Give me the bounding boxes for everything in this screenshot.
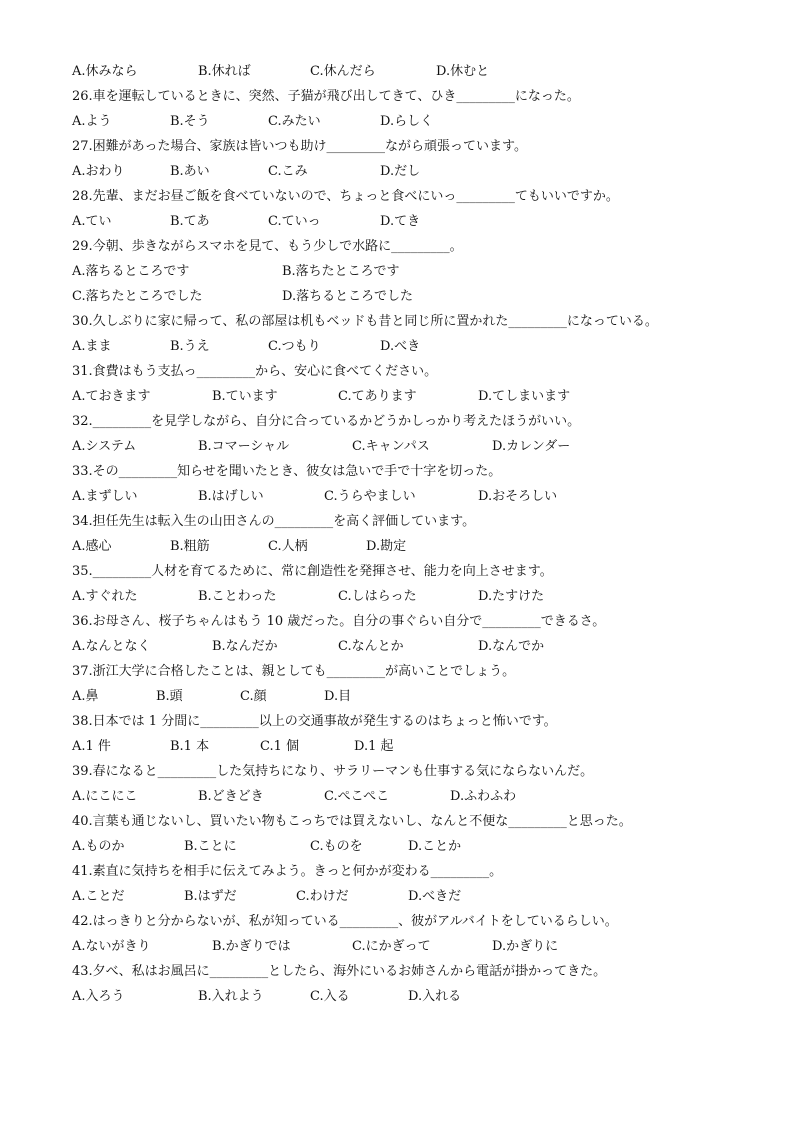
option-b: B.どきどき <box>198 789 264 804</box>
option-c: C.1 個 <box>260 739 300 754</box>
question-text: 30.久しぶりに家に帰って、私の部屋は机もベッドも昔と同じ所に置かれた_________になっている。 <box>72 314 658 329</box>
option-d: D.なんでか <box>478 639 545 654</box>
option-c: C.入る <box>310 989 350 1004</box>
option-a: A.ないがきり <box>72 939 151 954</box>
option-b: B.休れば <box>198 64 251 79</box>
option-d: D.休むと <box>436 64 490 79</box>
option-c: C.うらやましい <box>324 489 416 504</box>
option-c: C.休んだら <box>310 64 376 79</box>
option-a: A.休みなら <box>72 64 138 79</box>
option-b: B.そう <box>170 114 210 129</box>
option-c: C.みたい <box>268 114 321 129</box>
option-a: A.システム <box>72 439 137 454</box>
option-d: D.べきだ <box>408 889 462 904</box>
question-text: 32._________を見学しながら、自分に合っているかどうかしっかり考えたほうがいい。 <box>72 414 581 429</box>
option-a: A.おわり <box>72 164 125 179</box>
option-d: D.カレンダー <box>492 439 571 454</box>
option-d: D.だし <box>380 164 421 179</box>
option-a: A.鼻 <box>72 689 99 704</box>
question-text: 33.その_________知らせを聞いたとき、彼女は急いで手で十字を切った。 <box>72 464 502 479</box>
question-text: 34.担任先生は転入生の山田さんの_________を高く評価しています。 <box>72 514 476 529</box>
option-d: D.べき <box>380 339 421 354</box>
option-b: B.かぎりでは <box>212 939 291 954</box>
option-b: B.ことに <box>184 839 237 854</box>
option-b: B.粗筋 <box>170 539 210 554</box>
option-d: D.落ちるところでした <box>282 289 413 304</box>
question-text: 38.日本では 1 分間に_________以上の交通事故が発生するのはちょっと怖いです。 <box>72 714 557 729</box>
option-c: C.キャンパス <box>352 439 430 454</box>
option-a: A.感心 <box>72 539 112 554</box>
option-b: B.1 本 <box>170 739 210 754</box>
option-b: B.はげしい <box>198 489 264 504</box>
option-b: B.はずだ <box>184 889 237 904</box>
option-d: D.ことか <box>408 839 462 854</box>
question-text: 27.困難があった場合、家族は皆いつも助け_________ながら頑張っています。 <box>72 139 528 154</box>
option-b: B.入れよう <box>198 989 264 1004</box>
option-b: B.頭 <box>156 689 183 704</box>
option-c: C.つもり <box>268 339 321 354</box>
option-b: B.ことわった <box>198 589 277 604</box>
question-text: 31.食費はもう支払っ_________から、安心に食べてください。 <box>72 364 438 379</box>
option-b: B.なんだか <box>212 639 278 654</box>
option-d: D.てしまいます <box>478 389 571 404</box>
question-text: 36.お母さん、桜子ちゃんはもう 10 歳だった。自分の事ぐらい自分で_________できるさ。 <box>72 614 606 629</box>
option-b: B.落ちたところです <box>282 264 400 279</box>
option-c: C.ものを <box>310 839 363 854</box>
option-d: D.てき <box>380 214 421 229</box>
option-c: C.ぺこぺこ <box>324 789 390 804</box>
question-text: 41.素直に気持ちを相手に伝えてみよう。きっと何かが変わる_________。 <box>72 864 503 879</box>
option-a: A.まま <box>72 339 112 354</box>
option-a: A.まずしい <box>72 489 138 504</box>
option-a: A.てい <box>72 214 112 229</box>
question-text: 28.先輩、まだお昼ご飯を食べていないので、ちょっと食べにいっ_________てもいいですか。 <box>72 189 619 204</box>
option-d: D.ふわふわ <box>450 789 517 804</box>
question-text: 43.夕べ、私はお風呂に_________としたら、海外にいるお姉さんから電話が掛かってきた。 <box>72 964 607 979</box>
option-a: A.すぐれた <box>72 589 138 604</box>
question-text: 39.春になると_________した気持ちになり、サラリーマンも仕事する気にならないんだ。 <box>72 764 594 779</box>
option-d: D.らしく <box>380 114 434 129</box>
option-c: C.しはらった <box>338 589 417 604</box>
option-c: C.なんとか <box>338 639 404 654</box>
option-d: D.たすけた <box>478 589 545 604</box>
option-b: B.ています <box>212 389 278 404</box>
option-d: D.目 <box>324 689 352 704</box>
option-d: D.かぎりに <box>492 939 559 954</box>
option-a: A.にこにこ <box>72 789 138 804</box>
option-a: A.ておきます <box>72 389 151 404</box>
question-text: 37.浙江大学に合格したことは、親としても_________が高いことでしょう。 <box>72 664 516 679</box>
option-a: A.落ちるところです <box>72 264 190 279</box>
question-text: 40.言葉も通じないし、買いたい物もこっちでは買えないし、なんと不便な_________と思った。 <box>72 814 632 829</box>
option-b: B.コマーシャル <box>198 439 290 454</box>
question-text: 35._________人材を育てるために、常に創造性を発揮させ、能力を向上させます。 <box>72 564 553 579</box>
option-c: C.にかぎって <box>352 939 431 954</box>
option-d: D.勘定 <box>366 539 407 554</box>
option-c: C.こみ <box>268 164 308 179</box>
option-c: C.人柄 <box>268 539 308 554</box>
option-a: A.よう <box>72 114 112 129</box>
option-d: D.1 起 <box>354 739 394 754</box>
option-c: C.てあります <box>338 389 417 404</box>
option-c: C.落ちたところでした <box>72 289 203 304</box>
option-b: B.あい <box>170 164 210 179</box>
option-d: D.入れる <box>408 989 462 1004</box>
option-a: A.ことだ <box>72 889 125 904</box>
option-c: C.わけだ <box>296 889 349 904</box>
option-c: C.ていっ <box>268 214 321 229</box>
option-c: C.顔 <box>240 689 267 704</box>
question-text: 29.今朝、歩きながらスマホを見て、もう少しで水路に_________。 <box>72 239 463 254</box>
question-text: 26.車を運転しているときに、突然、子猫が飛び出してきて、ひき_________になった。 <box>72 89 580 104</box>
option-a: A.1 件 <box>72 739 111 754</box>
option-a: A.なんとなく <box>72 639 151 654</box>
option-a: A.入ろう <box>72 989 125 1004</box>
option-d: D.おそろしい <box>478 489 558 504</box>
option-a: A.ものか <box>72 839 125 854</box>
option-b: B.てあ <box>170 214 210 229</box>
question-text: 42.はっきりと分からないが、私が知っている_________、彼がアルバイトをしているらしい。 <box>72 914 618 929</box>
option-b: B.うえ <box>170 339 210 354</box>
